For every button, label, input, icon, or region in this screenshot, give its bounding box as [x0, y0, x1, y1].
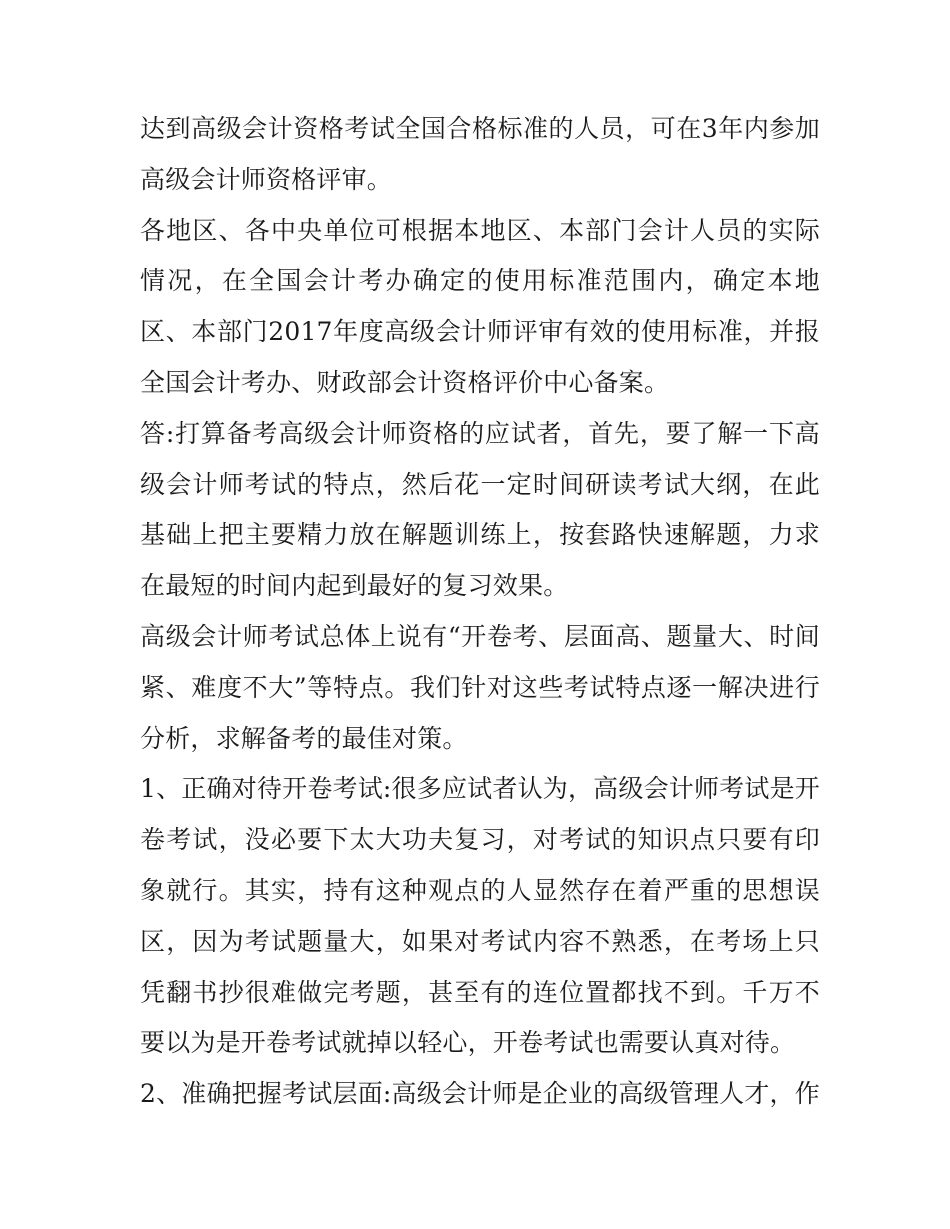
paragraph-answer-preparation: 答:打算备考高级会计师资格的应试者，首先，要了解一下高级会计师考试的特点，然后花一定时间研读考试大纲，在此基础上把主要精力放在解题训练上，按套路快速解题，力求在最短的时间内起到最好的复习效果。 [140, 418, 820, 601]
paragraph-regional-standards: 各地区、各中央单位可根据本地区、本部门会计人员的实际情况，在全国会计考办确定的使用标准范围内，确定本地区、本部门2017年度高级会计师评审有效的使用标准，并报全国会计考办、财政部会计资格评价中心备案。 [140, 215, 820, 397]
paragraph-exam-level: 2、准确把握考试层面:高级会计师是企业的高级管理人才，作 [140, 1079, 820, 1109]
paragraph-open-book-exam: 1、正确对待开卷考试:很多应试者认为，高级会计师考试是开卷考试，没必要下太大功夫复习，对考试的知识点只要有印象就行。其实，持有这种观点的人显然存在着严重的思想误区，因为考试题量大，如果对考试内容不熟悉，在考场上只凭翻书抄很难做完考题，甚至有的连位置都找不到。千万不要以为是开卷考试就掉以轻心，开卷考试也需要认真对待。 [140, 774, 820, 1058]
paragraph-assessment-eligibility: 达到高级会计资格考试全国合格标准的人员，可在3年内参加高级会计师资格评审。 [140, 114, 820, 194]
paragraph-exam-characteristics: 高级会计师考试总体上说有“开卷考、层面高、题量大、时间紧、难度不大”等特点。我们针对这些考试特点逐一解决进行分析，求解备考的最佳对策。 [140, 621, 820, 753]
document-body [140, 104, 820, 1120]
